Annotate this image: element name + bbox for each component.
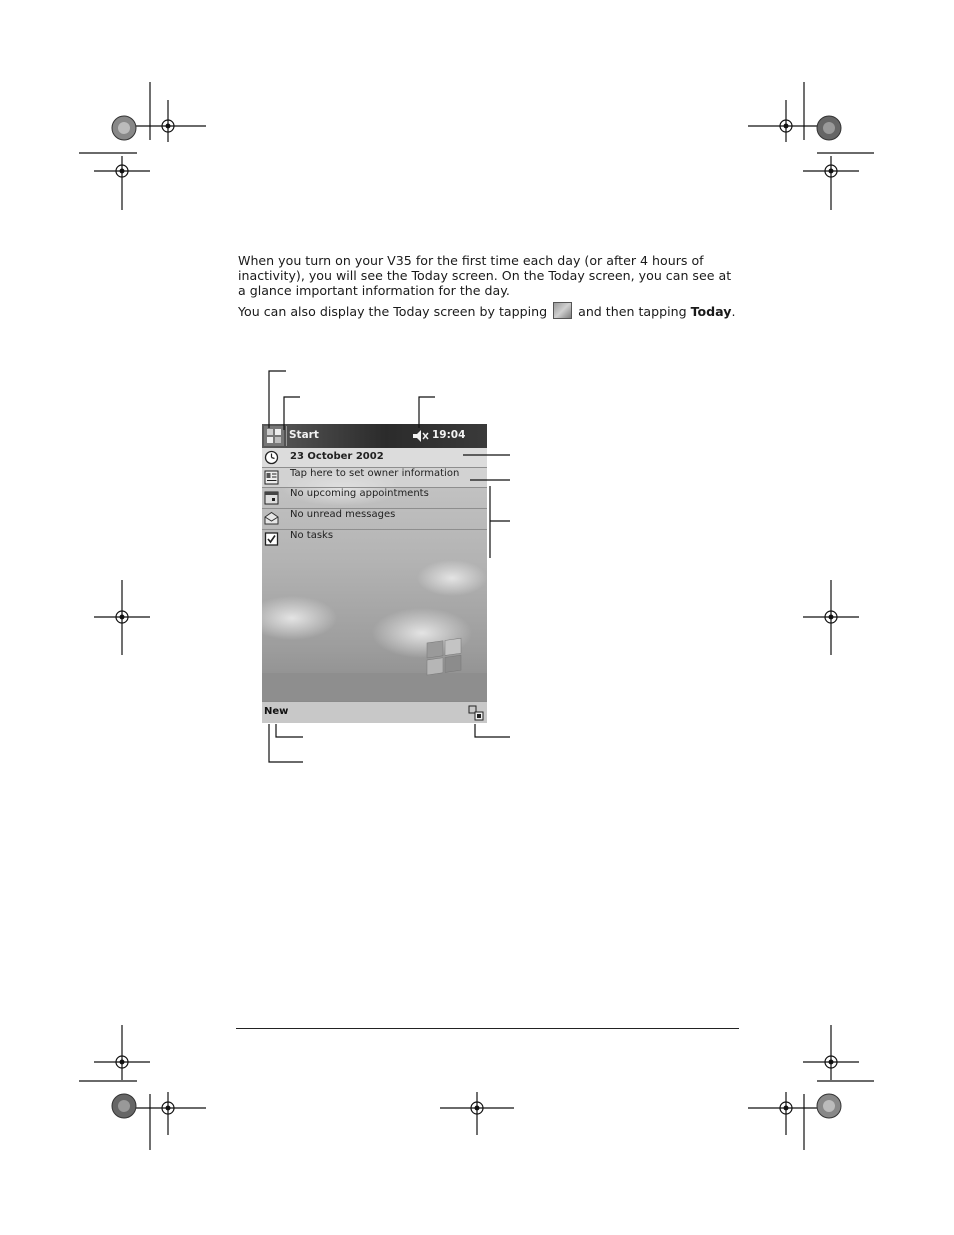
appointments-summary: No upcoming appointments [290,488,429,499]
start-title[interactable]: Start [289,429,319,441]
intro-text-after: and then tapping [574,304,691,319]
new-menu-button[interactable]: New [264,706,289,717]
intro-text-before: You can also display the Today screen by tapping [238,304,548,319]
intro-paragraph: When you turn on your V35 for the first time each day (or after 4 hours of inactivity), you will see the Today screen. On the Today screen, you can see at a glance important information for the day. [238,253,732,298]
intro-text-end: . [731,304,736,319]
footer-rule [236,1028,739,1029]
clock-time[interactable]: 19:04 [432,429,466,441]
today-date: 23 October 2002 [290,451,384,462]
tasks-summary: No tasks [290,530,334,541]
owner-information-link: Tap here to set owner information [290,468,460,479]
messages-summary: No unread messages [290,509,396,520]
today-bold-word: Today [690,304,732,319]
